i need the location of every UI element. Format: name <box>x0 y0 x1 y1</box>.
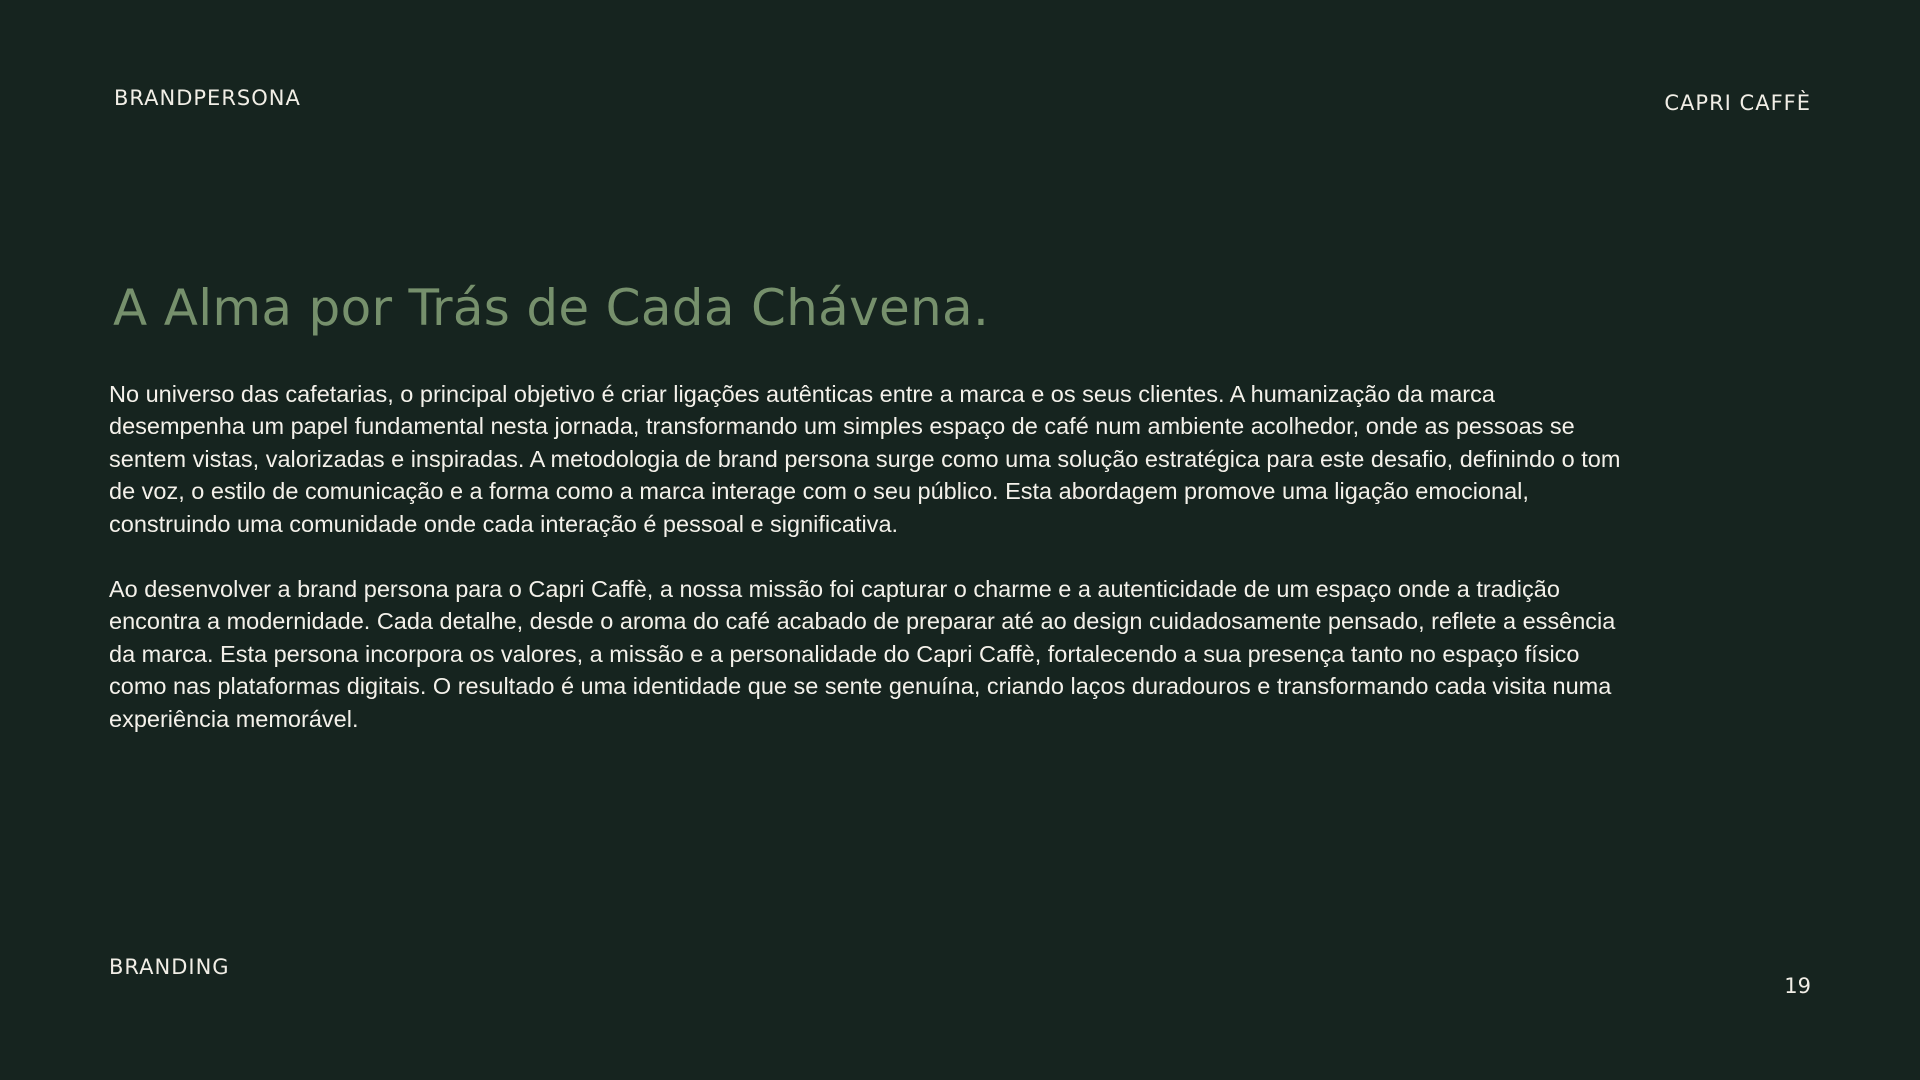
brand-name: CAPRI CAFFÈ <box>1664 91 1811 115</box>
page-number: 19 <box>1784 974 1811 998</box>
section-label: BRANDPERSONA <box>114 86 301 110</box>
page-title: A Alma por Trás de Cada Chávena. <box>113 279 990 337</box>
body-paragraph-2: Ao desenvolver a brand persona para o Capri Caffè, a nossa missão foi capturar o charme e a autenticidade de um espaço onde a tradição encontra a modernidade. Cada detalhe, desde o aroma do café acabado de preparar até ao design cuidadosamente pensado, reflete a essência da marca. Esta persona incorpora os valores, a missão e a personalidade do Capri Caffè, fortalecendo a sua presença tanto no espaço físico como nas plataformas digitais. O resultado é uma identidade que se sente genuína, criando laços duradouros e transformando cada visita numa experiência memorável. <box>109 576 1616 732</box>
footer-section-label: BRANDING <box>109 955 230 979</box>
body-paragraph-1: No universo das cafetarias, o principal objetivo é criar ligações autênticas entre a marca e os seus clientes. A humanização da marca desempenha um papel fundamental nesta jornada, transformando um simples espaço de café num ambiente acolhedor, onde as pessoas se sentem vistas, valorizadas e inspiradas. A metodologia de brand persona surge como uma solução estratégica para este desafio, definindo o tom de voz, o estilo de comunicação e a forma como a marca interage com o seu público. Esta abordagem promove uma ligação emocional, construindo uma comunidade onde cada interação é pessoal e significativa. <box>109 381 1621 537</box>
body-text <box>109 378 1629 768</box>
